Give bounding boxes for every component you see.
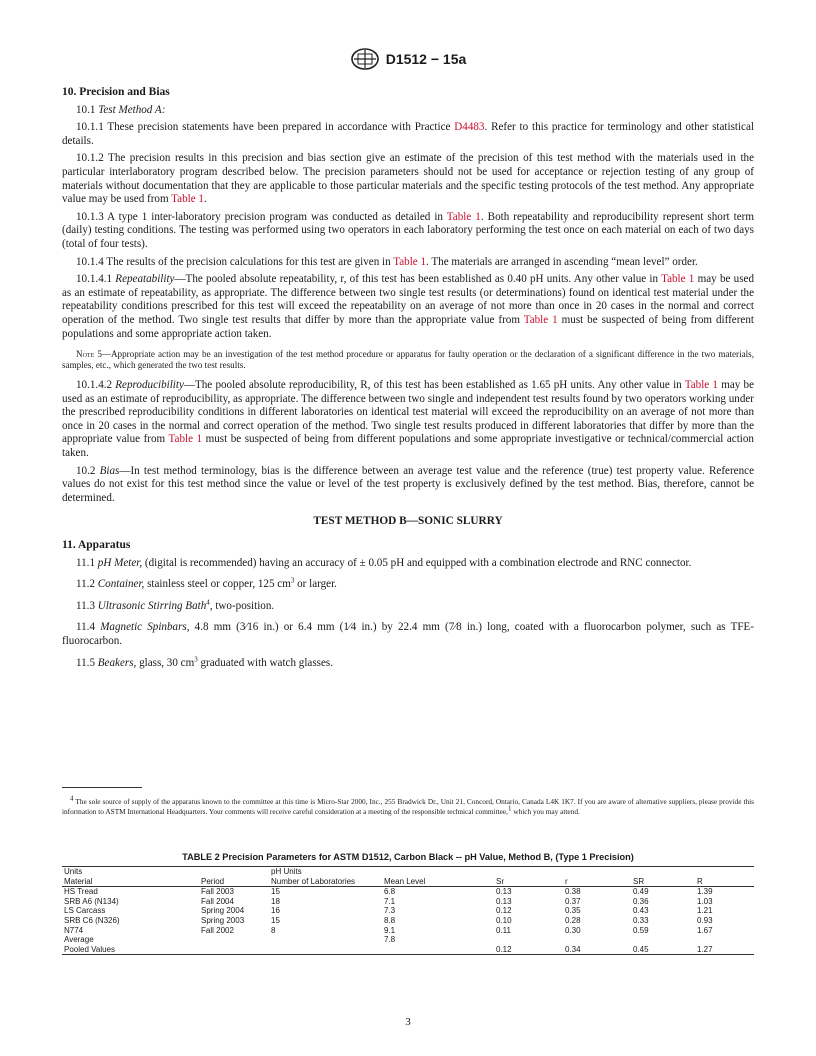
designation: D1512 − 15a	[385, 51, 467, 67]
table-units-row	[62, 867, 754, 877]
table-cell: HS Tread	[64, 887, 98, 897]
column-header: Material	[62, 877, 199, 887]
table-cell: 1.67	[697, 925, 713, 935]
table-row	[62, 926, 754, 936]
table-cell: 0.43	[633, 906, 649, 916]
link-table-1[interactable]: Table 1	[168, 433, 203, 446]
para-text: must be suspected of being from different populations and some appropriate action taken.	[62, 313, 754, 340]
table-cell: 0.45	[631, 945, 695, 955]
para-text: or larger.	[294, 578, 337, 591]
table-cell: 0.28	[565, 915, 581, 925]
para-text: may be used as an estimate of reproducibility, as appropriate. The difference between two single and independent test results found by two operators working under the prescribed reproducibility conditions in different laboratories on identical test material will exceed the reproducibility on an average of not more than once in 20 cases in the normal and correct operation of the method. Two single test results produced in different laboratories that differ by more than the appropriate value from	[62, 379, 754, 446]
table-cell: 0.12	[494, 945, 563, 955]
para-number: 11.3	[76, 599, 98, 612]
table-cell: 0.49	[633, 887, 649, 897]
column-header: SR	[631, 877, 695, 887]
para-text: graduated with watch glasses.	[197, 656, 333, 669]
table-cell: 0.13	[496, 896, 512, 906]
para-number: 11.1	[76, 556, 98, 569]
table-2	[62, 866, 754, 955]
table-cell: 0.10	[496, 915, 512, 925]
para-number: 10.1	[76, 103, 96, 116]
note-5	[62, 349, 754, 371]
para-title: Beakers,	[97, 656, 137, 669]
footnote-text: which you may attend.	[511, 806, 580, 816]
table-cell: Fall 2004	[201, 896, 234, 906]
para-11-3	[62, 600, 754, 614]
para-10-1-4-2	[62, 379, 754, 461]
para-title: Bias	[99, 464, 120, 477]
note-text: —Appropriate action may be an investigation of the test method procedure or apparatus for faulty operation or the declaration of a significant difference in the two materials, samples, etc., which generated the two test results.	[62, 349, 754, 371]
table-cell: Spring 2004	[201, 906, 245, 916]
table-pooled-row	[62, 945, 754, 955]
table-2-title: TABLE 2 Precision Parameters for ASTM D1512, Carbon Black -- pH Value, Method B, (Type 1 Precision)	[182, 852, 634, 862]
para-10-1-3	[62, 211, 754, 252]
link-table-1[interactable]: Table 1	[393, 255, 427, 268]
para-text: .	[203, 193, 207, 206]
para-text: glass, 30 cm	[136, 656, 195, 669]
para-text: , two-position.	[209, 599, 275, 612]
column-header: Period	[199, 877, 269, 887]
para-number: 10.2	[76, 464, 100, 477]
table-cell: 0.34	[563, 945, 631, 955]
table-row	[62, 906, 754, 916]
para-text: 10.1.4 The results of the precision calculations for this test are given in	[76, 255, 394, 268]
para-text: stainless steel or copper, 125 cm	[144, 578, 291, 591]
para-text: may be used as an estimate of repeatability, as appropriate. The difference between two single test results (or determinations) found on identical test material under the repeatability conditions prescribed for this test will exceed the repeatability on an average of not more than once in 20 cases in the normal and correct operation of the method. Two single test results that differ by more than the appropriate value from	[62, 273, 754, 326]
page-number: 3	[405, 1016, 411, 1028]
link-table-1[interactable]: Table 1	[446, 210, 481, 223]
table-average-row	[62, 935, 754, 945]
table-cell: 0.59	[633, 925, 649, 935]
table-cell: 6.8	[384, 887, 396, 897]
superscript: 3	[194, 654, 198, 663]
para-number: 10.1.4.2	[76, 379, 116, 392]
section-10-heading: 10. Precision and Bias	[62, 86, 170, 98]
para-title: Magnetic Spinbars,	[100, 621, 190, 634]
table-cell: 1.21	[697, 906, 713, 916]
para-11-5	[62, 654, 754, 671]
para-title: Ultrasonic Stirring Bath	[97, 599, 207, 612]
column-header: Sr	[494, 877, 563, 887]
table-cell: 0.30	[565, 925, 581, 935]
para-text: —In test method terminology, bias is the difference between an average test value and the reference (true) test property value. Reference values do not exist for this test method since the value or level of the test property is exclusively defined by the test method. Bias, therefore, cannot be determined.	[62, 464, 754, 504]
para-title: Container,	[97, 578, 145, 591]
para-11-1	[62, 557, 754, 571]
table-cell: Fall 2003	[201, 887, 234, 897]
units-label: Units	[62, 867, 199, 877]
table-cell: 9.1	[384, 925, 396, 935]
para-10-1-1	[62, 121, 754, 148]
para-title: pH Meter,	[97, 556, 143, 569]
units-value: pH Units	[269, 867, 382, 877]
para-text: —The pooled absolute reproducibility, R, of this test has been established as 1.65 pH units. Any other value in	[183, 379, 685, 392]
para-text: 10.1.2 The precision results in this precision and bias section give an estimate of the precision of this test method with the materials used in the particular interlaboratory program described below. The precision parameters should not be used for acceptance or rejection testing of any group of materials without documentation that they are applicable to those particular materials and the specific testing protocols of the test method. Any appropriate value may be used from	[62, 152, 754, 206]
para-text: . The materials are arranged in ascending “mean level” order.	[426, 255, 698, 268]
para-10-1-2	[62, 152, 754, 206]
average-mean: 7.8	[384, 935, 396, 945]
column-header: R	[695, 877, 754, 887]
table-cell: 0.12	[496, 906, 512, 916]
table-cell: 16	[271, 906, 280, 916]
para-text: (digital is recommended) having an accuracy of ± 0.05 pH and equipped with a combination electrode and RNC connector.	[142, 556, 692, 569]
table-cell: 8.8	[384, 915, 396, 925]
para-number: 11.4	[76, 621, 101, 634]
footnote-ref[interactable]: 1	[508, 804, 512, 813]
section-11-heading: 11. Apparatus	[62, 539, 131, 552]
footnote-ref[interactable]: 4	[206, 598, 210, 607]
table-cell: 7.1	[384, 896, 396, 906]
table-cell: 0.37	[565, 896, 581, 906]
table-cell: 0.36	[633, 896, 649, 906]
average-label: Average	[64, 935, 94, 945]
para-text: 10.1.3 A type 1 inter-laboratory precision program was conducted as detailed in	[76, 210, 447, 223]
para-10-1-4-1	[62, 273, 754, 341]
table-cell: Fall 2002	[201, 925, 234, 935]
footnote-mark: 4	[70, 794, 74, 803]
para-text: 10.1.1 These precision statements have been prepared in accordance with Practice	[76, 121, 455, 134]
table-cell: 0.35	[565, 906, 581, 916]
table-cell: N774	[64, 925, 84, 935]
para-11-4	[62, 621, 754, 648]
para-10-1-4	[62, 256, 754, 270]
table-cell: 1.03	[697, 896, 713, 906]
para-title: Repeatability	[115, 273, 175, 286]
para-number: 11.5	[76, 656, 98, 669]
table-cell: 0.13	[496, 887, 512, 897]
table-cell: 1.39	[697, 887, 713, 897]
link-table-1[interactable]: Table 1	[523, 313, 558, 326]
pooled-label: Pooled Values	[62, 945, 199, 955]
para-text: . Refer to this practice for terminology and other statistical details.	[62, 121, 754, 147]
document-body	[62, 86, 754, 674]
table-header-row	[62, 877, 754, 887]
table-cell: LS Carcass	[64, 906, 106, 916]
column-header: Number of Laboratories	[269, 877, 382, 887]
para-title: Reproducibility	[115, 379, 184, 392]
table-row	[62, 887, 754, 897]
table-cell: 1.27	[695, 945, 754, 955]
para-11-2	[62, 578, 754, 592]
para-10-1	[62, 104, 754, 118]
footnote-rule	[62, 787, 142, 788]
table-cell: 0.93	[697, 915, 713, 925]
link-d4483[interactable]: D4483	[454, 121, 485, 134]
link-table-1[interactable]: Table 1	[684, 379, 718, 392]
para-text: . Both repeatability and reproducibility represent short term (daily) testing conditions. The testing was performed using two operators in each laboratory performing the test once on each material on each of two days (total of four tests).	[62, 210, 754, 250]
table-cell: 0.38	[565, 887, 581, 897]
astm-logo-icon	[350, 48, 380, 70]
para-text: —The pooled absolute repeatability, r, of this test has been established as 0.40 pH units. Any other value in	[174, 273, 662, 286]
table-row	[62, 897, 754, 907]
link-table-1[interactable]: Table 1	[171, 193, 204, 206]
footnote-4	[62, 794, 754, 816]
table-cell: 8	[271, 925, 276, 935]
para-number: 11.2	[76, 578, 98, 591]
column-header: Mean Level	[382, 877, 494, 887]
table-row	[62, 916, 754, 926]
table-cell: 15	[271, 887, 280, 897]
table-cell: SRB C6 (N326)	[64, 915, 120, 925]
method-b-heading: TEST METHOD B—SONIC SLURRY	[313, 515, 503, 528]
table-cell: Spring 2003	[201, 915, 245, 925]
footnote-text: The sole source of supply of the apparatus known to the committee at this time is Micro-Star 2000, Inc., 255 Bradwick Dr., Unit 21, Concord, Ontario, Canada L4K 1K7. If you are aware of alternative suppliers, please provide this information to ASTM International Headquarters. Your comments will receive careful consideration at a meeting of the responsible technical committee,	[62, 797, 754, 816]
table-cell: 7.3	[384, 906, 396, 916]
link-table-1[interactable]: Table 1	[661, 273, 695, 286]
para-number: 10.1.4.1	[76, 273, 116, 286]
column-header: r	[563, 877, 631, 887]
note-label: Note 5	[76, 349, 102, 360]
table-cell: 0.33	[633, 915, 649, 925]
table-cell: 0.11	[496, 925, 511, 935]
table-cell: 18	[271, 896, 280, 906]
para-text: 4.8 mm (3⁄16 in.) or 6.4 mm (1⁄4 in.) by 22.4 mm (7⁄8 in.) long, coated with a fluorocarbon polymer, such as TFE-fluorocarbon.	[62, 621, 754, 647]
para-text: must be suspected of being from different populations and some appropriate investigative or technical/commercial action taken.	[62, 433, 754, 460]
page-header	[0, 48, 816, 75]
para-10-2	[62, 465, 754, 506]
para-title: Test Method A:	[98, 103, 166, 116]
table-cell: SRB A6 (N134)	[64, 896, 119, 906]
table-cell: 15	[271, 915, 280, 925]
superscript: 3	[290, 576, 295, 585]
